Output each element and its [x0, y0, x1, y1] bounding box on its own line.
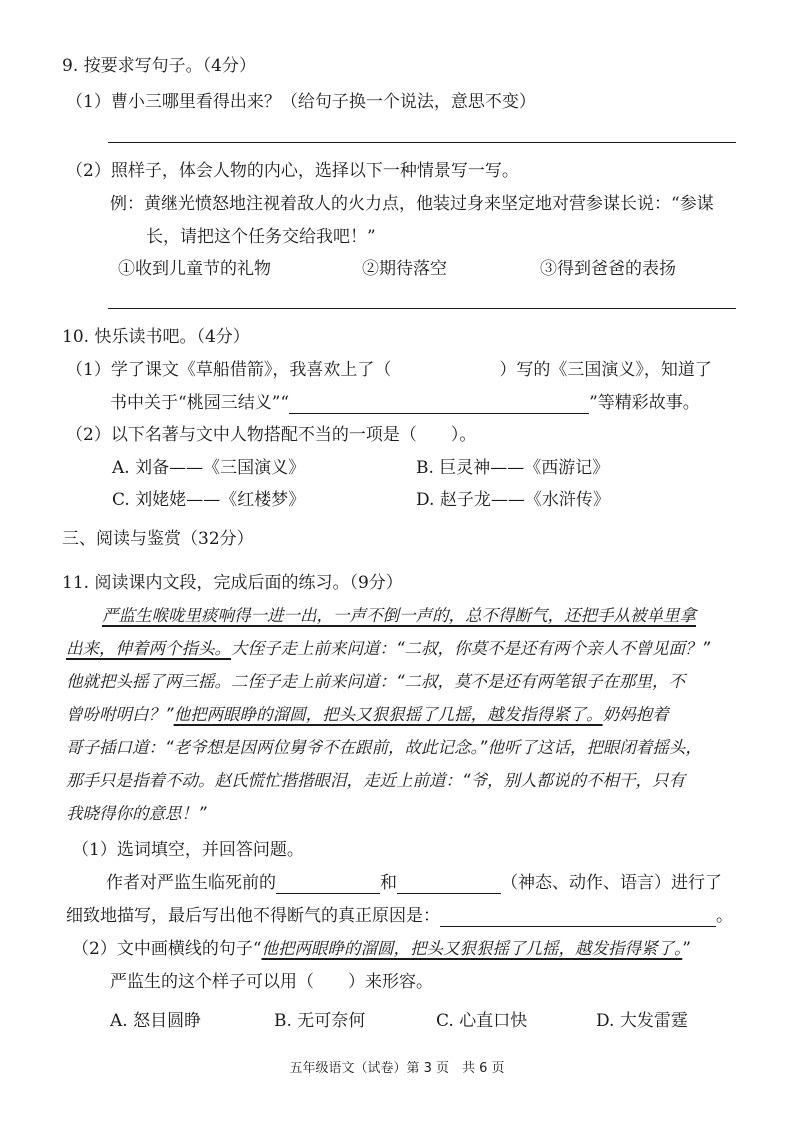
q11-passage-line6: 那手只是指着不动。赵氏慌忙揩揩眼泪，走近上前道：“爷，别人都说的不相干，只有 — [66, 771, 686, 790]
section3-title: 三、阅读与鉴赏（32分） — [62, 529, 254, 549]
q11-sub1-line1 — [106, 872, 722, 894]
q11-passage-line1: 严监生喉咙里痰响得一进一出，一声不倒一声的，总不得断气，还把手从被单里拿 — [102, 606, 696, 625]
q11-passage-line2-underlined: 出来，伸着两个指头。 — [66, 639, 231, 658]
q10-story-blank[interactable] — [289, 395, 589, 414]
q9-part1-answer-line[interactable] — [108, 142, 736, 143]
q10-title: 10. 快乐读书吧。（4分） — [62, 327, 250, 347]
q11-passage-line4-b: 奶妈抱着 — [602, 705, 669, 724]
q11-reason-blank[interactable] — [440, 908, 716, 927]
q11-sub1-text-c: （神态、动作、语言）进行了 — [501, 873, 722, 893]
q10-option-c: C. 刘姥姥——《红楼梦》 — [112, 490, 306, 510]
q11-option-a: A. 怒目圆睁 — [110, 1011, 202, 1031]
q11-sub1-text-b: 和 — [380, 873, 397, 893]
q10-part1-text-d: ”等精彩故事。 — [589, 393, 700, 413]
q11-passage-line4 — [66, 704, 669, 726]
q11-option-c: C. 心直口快 — [436, 1011, 528, 1031]
q11-passage-line7: 我晓得你的意思！” — [66, 804, 207, 823]
q11-passage-line4-underlined: 他把两眼睁的溜圆，把头又狠狠摇了几摇，越发指得紧了。 — [173, 705, 603, 724]
q10-part1-text-c: 书中关于“桃园三结义”“ — [110, 393, 290, 413]
q11-title: 11. 阅读课内文段，完成后面的练习。（9分） — [62, 573, 403, 593]
q11-passage-line2 — [66, 638, 710, 660]
q9-scene-2: ②期待落空 — [362, 259, 447, 279]
q11-sub2-line1 — [72, 938, 691, 960]
q11-option-b: B. 无可奈何 — [274, 1011, 366, 1031]
q11-passage-line3: 他就把头摇了两三摇。二侄子走上前来问道：“二叔，莫不是还有两笔银子在那里，不 — [66, 672, 686, 691]
q9-part1: （1）曹小三哪里看得出来？（给句子换一个说法，意思不变） — [66, 92, 536, 112]
q10-part1-text-a: （1）学了课文《草船借箭》，我喜欢上了（ — [66, 360, 392, 380]
q11-passage-line2-rest: 大侄子走上前来问道：“二叔，你莫不是还有两个亲人不曾见面？” — [231, 639, 711, 658]
q10-option-a: A. 刘备——《三国演义》 — [112, 458, 306, 478]
q11-blank-2[interactable] — [397, 875, 501, 894]
q10-part1-text-b: ）写的《三国演义》，知道了 — [499, 360, 712, 380]
q9-scene-3: ③得到爸爸的表扬 — [540, 259, 676, 279]
q9-scene-1: ①收到儿童节的礼物 — [118, 259, 271, 279]
q9-title: 9. 按要求写句子。（4分） — [62, 56, 256, 76]
q11-sub1-title: （1）选词填空，并回答问题。 — [72, 840, 304, 860]
page-footer: 五年级语文（试卷）第 3 页 共 6 页 — [289, 1061, 505, 1076]
q11-option-d: D. 大发雷霆 — [596, 1011, 688, 1031]
q10-part1-line1 — [66, 359, 712, 381]
q11-sub2-text-b: ” — [682, 939, 691, 959]
q10-part1-line2 — [110, 392, 700, 414]
q11-sub2-line2: 严监生的这个样子可以用（ ）来形容。 — [110, 972, 433, 992]
q11-passage-line4-a: 曾吩咐明白？” — [66, 705, 174, 724]
q10-option-d: D. 赵子龙——《水浒传》 — [416, 490, 610, 510]
q11-sub1-text-a: 作者对严监生临死前的 — [106, 873, 276, 893]
q9-example-line1: 例：黄继光愤怒地注视着敌人的火力点，他装过身来坚定地对营参谋长说：“参谋 — [110, 194, 714, 214]
q11-sub2-quote: 他把两眼睁的溜圆，把头又狠狠摇了几摇，越发指得紧了。 — [261, 939, 683, 958]
q11-sub1-text-d: 细致地描写，最后写出他不得断气的真正原因是： — [66, 906, 440, 926]
q10-part2: （2）以下名著与文中人物搭配不当的一项是（ ）。 — [66, 425, 477, 445]
q11-sub1-line2 — [66, 905, 733, 927]
q9-part2: （2）照样子，体会人物的内心，选择以下一种情景写一写。 — [66, 161, 519, 181]
q9-example-line2: 长，请把这个任务交给我吧！” — [146, 227, 376, 247]
q11-sub2-text-a: （2）文中画横线的句子“ — [72, 939, 262, 959]
q11-sub1-text-e: 。 — [716, 906, 733, 926]
q9-part2-answer-line[interactable] — [108, 308, 736, 309]
q11-passage-line5: 哥子插口道：“老爷想是因两位舅爷不在跟前，故此记念。”他听了这话，把眼闭着摇头， — [66, 738, 702, 757]
q10-option-b: B. 巨灵神——《西游记》 — [416, 458, 610, 478]
q11-blank-1[interactable] — [276, 875, 380, 894]
